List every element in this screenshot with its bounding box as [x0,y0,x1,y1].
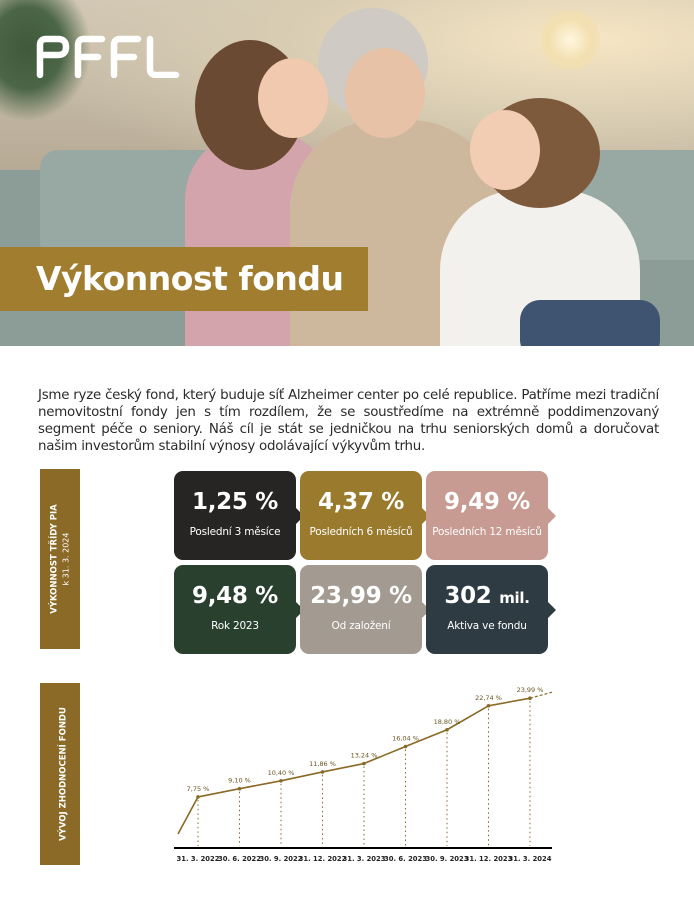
card-pointer [548,508,556,524]
chart-x-tick-label: 31. 12. 2023 [464,855,513,863]
chart-data-label: 16,04 % [392,734,419,743]
growth-line-chart [168,672,568,872]
stat-label: Aktiva ve fondu [447,620,527,632]
chart-data-label: 10,40 % [267,768,295,777]
stat-card-since-inception [300,565,422,654]
stat-card-fund-assets [426,565,548,654]
stat-value: 23,99 % [310,583,412,609]
chart-x-tick-label: 30. 9. 2023 [425,855,469,863]
stat-value: 9,48 % [192,583,278,609]
hero-jeans [520,300,660,346]
performance-sidebar-date: k 31. 3. 2024 [61,532,71,586]
stat-label: Od založení [331,620,391,632]
hero-girl-right-face [470,110,540,190]
stat-label: Posledních 12 měsíců [432,526,542,538]
stat-value-unit: mil. [499,589,530,607]
chart-data-label: 9,10 % [228,776,251,785]
chart-data-label: 11,86 % [309,759,336,768]
chart-point [445,728,449,732]
stat-label: Posledních 6 měsíců [309,526,413,538]
chart-x-tick-label: 31. 3. 2024 [508,855,552,863]
chart-point [238,787,242,791]
pffl-logo [36,34,184,78]
stat-value-number: 302 [444,583,492,609]
chart-x-tick-label: 31. 3. 2022 [176,855,220,863]
card-pointer [548,602,556,618]
title-band [0,247,368,311]
growth-sidebar-title: VÝVOJ ZHODNOCENÍ FONDU [58,707,69,841]
performance-sidebar-title: VÝKONNOST TŘÍDY PIA [49,504,60,614]
chart-data-label: 23,99 % [516,686,544,695]
chart-data-label: 7,75 % [186,784,210,793]
chart-series-line [178,698,530,834]
chart-x-tick-label: 30. 6. 2023 [383,855,428,863]
chart-data-label: 18,80 % [433,717,461,726]
chart-point [404,745,408,749]
hero-girl-left-face [258,58,328,138]
chart-x-tick-label: 31. 3. 2023 [342,855,386,863]
chart-x-tick-label: 30. 6. 2022 [217,855,262,863]
stat-value: 9,49 % [444,489,530,515]
growth-sidebar [40,683,80,865]
chart-x-tick-label: 31. 12. 2022 [298,855,347,863]
performance-sidebar [40,469,80,649]
stat-label: Poslední 3 měsíce [189,526,281,538]
hero-grandmother-face [345,48,425,138]
chart-point [196,795,200,799]
stat-value [426,583,548,609]
page-title: Výkonnost fondu [36,259,344,298]
stat-card-year-2023 [174,565,296,654]
chart-point [487,704,491,708]
stat-value: 4,37 % [318,489,404,515]
stat-card-3-months [174,471,296,560]
chart-point [279,779,283,783]
chart-point [321,770,325,774]
chart-point [528,696,532,700]
hero-image [0,0,694,346]
chart-data-label: 22,74 % [475,693,502,702]
stat-label: Rok 2023 [211,620,259,632]
stat-card-6-months [300,471,422,560]
stat-value: 1,25 % [192,489,278,515]
chart-point [362,762,366,766]
chart-data-label: 13,24 % [350,751,378,760]
intro-paragraph: Jsme ryze český fond, který buduje síť Alzheimer center po celé republice. Patříme mezi tradiční nemovitostní fondy jen s tím rozdílem, že se soustředíme na extrémně poddimenzovaný segment péče o seniory. Náš cíl je stát se jedničkou na trhu seniorských domů a doručovat našim investorům stabilní výnosy odolávající výkyvům trhu. [38,388,659,455]
chart-x-tick-label: 30. 9. 2022 [259,855,303,863]
stat-card-12-months [426,471,548,560]
hero-lamp [540,10,600,70]
